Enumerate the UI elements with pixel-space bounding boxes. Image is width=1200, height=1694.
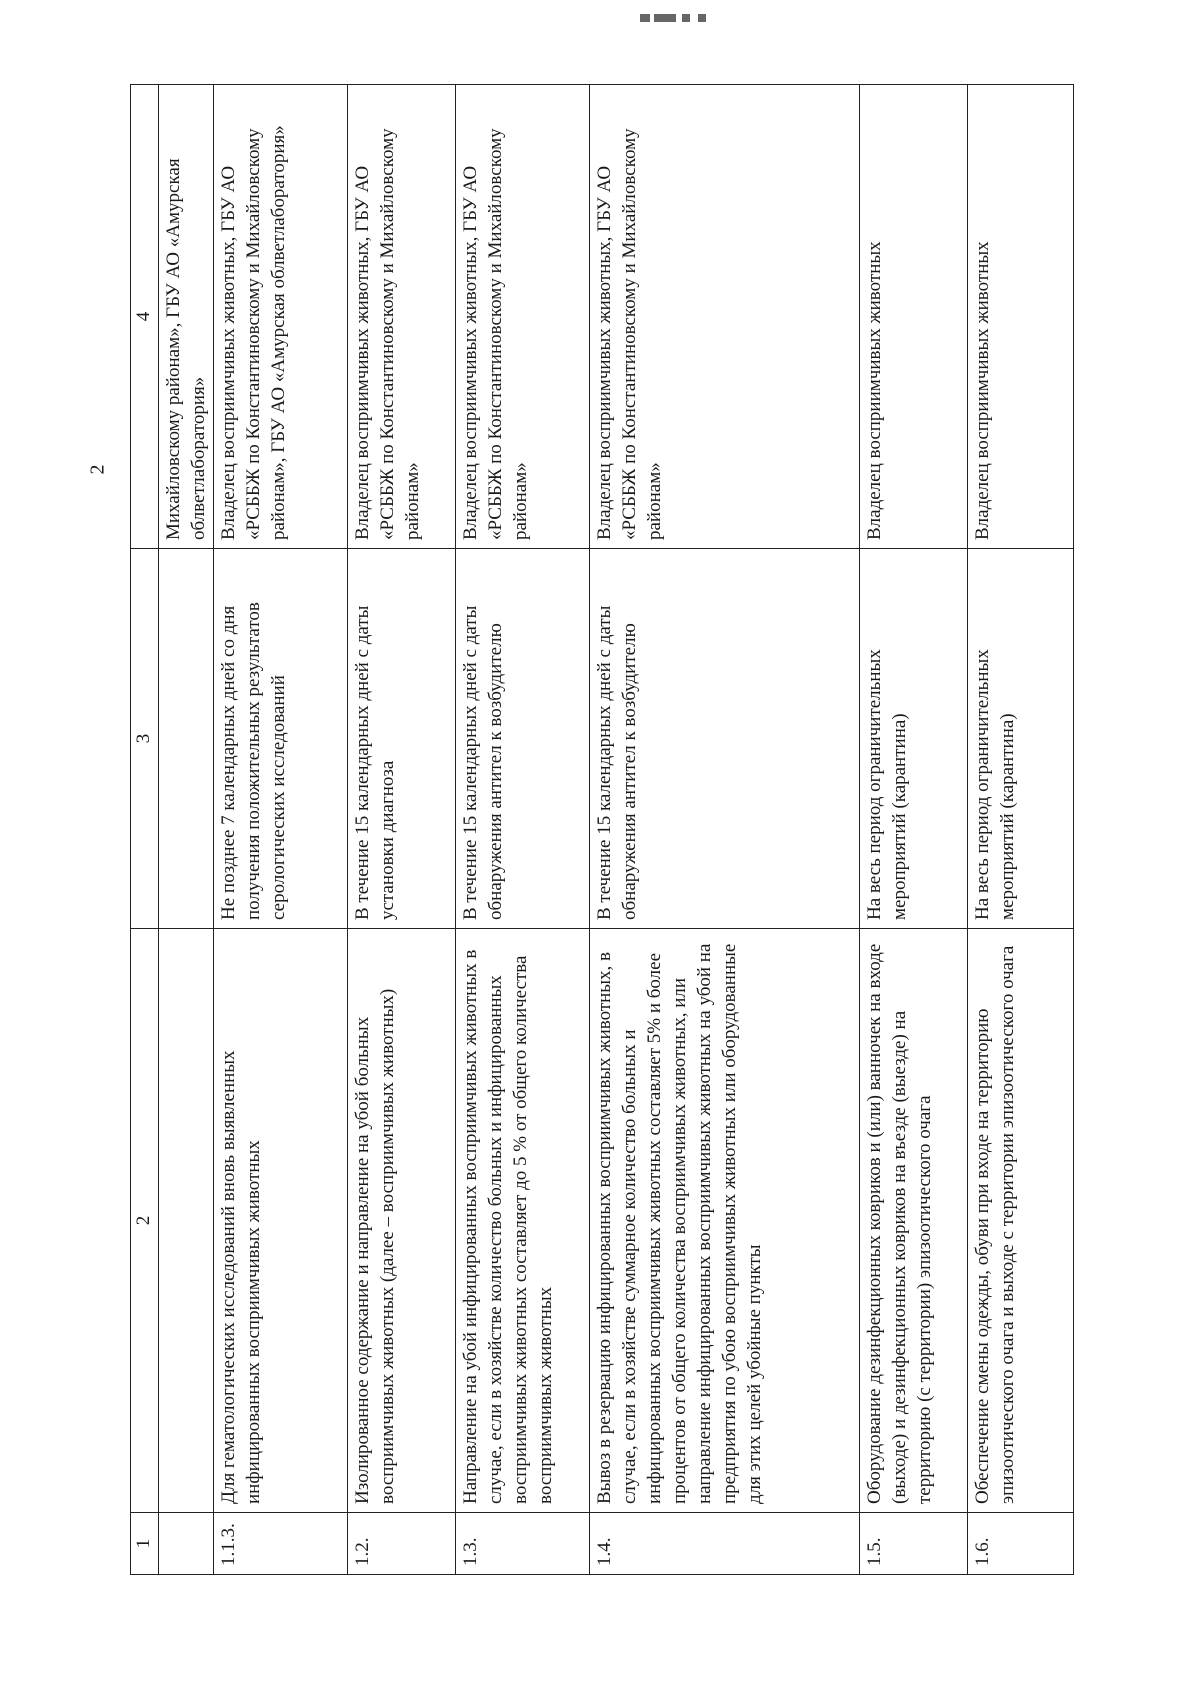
row-number: 1.2. [348, 1513, 456, 1575]
table-row [214, 85, 348, 1575]
column-header: 4 [131, 85, 159, 549]
column-header: 2 [131, 929, 159, 1513]
row-number: 1.4. [590, 1513, 860, 1575]
row-number [159, 1513, 214, 1575]
page-number: 2 [86, 464, 109, 475]
table-row [860, 85, 968, 1575]
table-row [590, 85, 860, 1575]
term-cell: На весь период ограничительных мероприятий (карантина) [968, 549, 1074, 929]
term-cell: В течение 15 календарных дней с даты обнаружения антител к возбудителю [590, 549, 860, 929]
responsible-cell: Владелец восприимчивых животных, ГБУ АО «РСББЖ по Константиновскому и Михайловскому районам» [348, 85, 456, 549]
term-cell: В течение 15 календарных дней с даты обнаружения антител к возбудителю [456, 549, 590, 929]
scan-artifact [640, 14, 710, 22]
row-number: 1.6. [968, 1513, 1074, 1575]
term-cell [159, 549, 214, 929]
row-number: 1.5. [860, 1513, 968, 1575]
measure-cell [159, 929, 214, 1513]
measure-cell: Для гематологических исследований вновь выявленных инфицированных восприимчивых животных [214, 929, 348, 1513]
responsible-cell: Владелец восприимчивых животных [860, 85, 968, 549]
term-cell: В течение 15 календарных дней с даты установки диагноза [348, 549, 456, 929]
responsible-cell: Владелец восприимчивых животных, ГБУ АО «РСББЖ по Константиновскому и Михайловскому районам» [590, 85, 860, 549]
measure-cell: Вывоз в резервацию инфицированных восприимчивых животных, в случае, если в хозяйстве суммарное количество больных и инфицированных восприимчивых животных составляет 5% и более процентов от общего количества восприимчивых животных, или направление инфицированных восприимчивых животных на убой на предприятия по убою восприимчивых животных или оборудованные для этих целей убойные пункты [590, 929, 860, 1513]
table-row [968, 85, 1074, 1575]
measures-table [130, 85, 1042, 1575]
table-row [348, 85, 456, 1575]
responsible-cell: Владелец восприимчивых животных, ГБУ АО «РСББЖ по Константиновскому и Михайловскому районам», ГБУ АО «Амурская облветлаборатория» [214, 85, 348, 549]
measure-cell: Направление на убой инфицированных восприимчивых животных в случае, если в хозяйстве количество больных и инфицированных восприимчивых животных составляет до 5 % от общего количества восприимчивых животных [456, 929, 590, 1513]
row-number: 1.3. [456, 1513, 590, 1575]
table-row [159, 85, 214, 1575]
table-row [456, 85, 590, 1575]
measure-cell: Изолированное содержание и направление на убой больных восприимчивых животных (далее – восприимчивых животных) [348, 929, 456, 1513]
table-header-row [131, 85, 159, 1575]
measure-cell: Обеспечение смены одежды, обуви при входе на территорию эпизоотического очага и выходе с территории эпизоотического очага [968, 929, 1074, 1513]
column-header: 3 [131, 549, 159, 929]
row-number: 1.1.3. [214, 1513, 348, 1575]
responsible-cell: Михайловскому районам», ГБУ АО «Амурская облветлаборатория» [159, 85, 214, 549]
column-header: 1 [131, 1513, 159, 1575]
responsible-cell: Владелец восприимчивых животных, ГБУ АО «РСББЖ по Константиновскому и Михайловскому районам» [456, 85, 590, 549]
responsible-cell: Владелец восприимчивых животных [968, 85, 1074, 549]
measure-cell: Оборудование дезинфекционных ковриков и (или) ванночек на входе (выходе) и дезинфекционных ковриков на въезде (выезде) на территорию (с территории) эпизоотического очага [860, 929, 968, 1513]
term-cell: На весь период ограничительных мероприятий (карантина) [860, 549, 968, 929]
term-cell: Не позднее 7 календарных дней со дня получения положительных результатов серологических исследований [214, 549, 348, 929]
